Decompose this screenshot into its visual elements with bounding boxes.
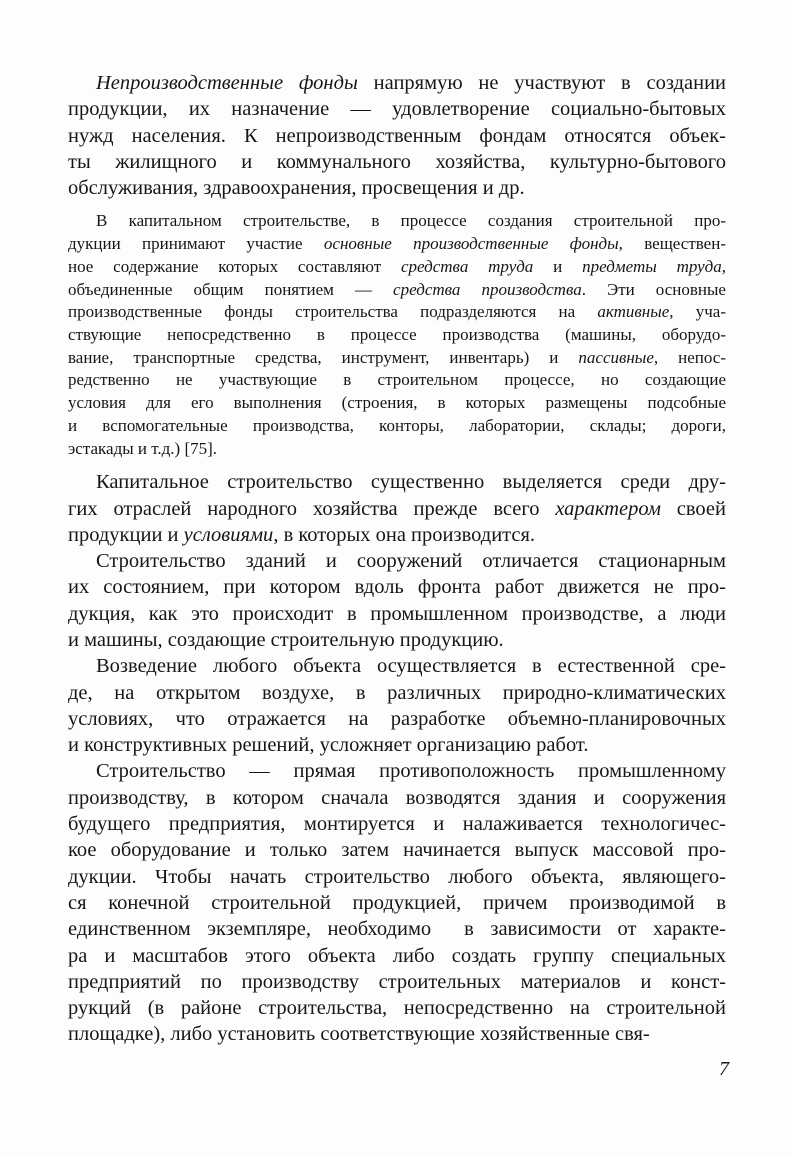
- text-line: [68, 837, 726, 863]
- text-run: ся конечной строительной продукцией, причем производимой в: [68, 891, 726, 914]
- text-run: и конструктивных решений, усложняет организацию работ.: [68, 734, 589, 757]
- text-line: [68, 574, 726, 600]
- text-run: , уча-: [669, 302, 726, 322]
- text-run: дукция, как это происходит в промышленном производстве, а люди: [68, 602, 726, 625]
- text-line: [68, 522, 726, 548]
- text-run: ра и масштабов этого объекта либо создать группу специальных: [68, 944, 726, 967]
- text-line: [68, 627, 726, 653]
- text-line: [68, 301, 726, 324]
- text-line: [68, 256, 726, 279]
- text-line: [68, 210, 726, 233]
- paragraph: [68, 653, 726, 758]
- text-run: Строительство зданий и сооружений отличается стационарным: [96, 550, 726, 573]
- text-run: площадке), либо установить соответствующие хозяйственные свя-: [68, 1023, 650, 1046]
- text-line: [68, 706, 726, 732]
- text-run: дукции принимают участие: [68, 234, 324, 254]
- text-run: эстакады и т.д.) [75].: [68, 438, 218, 458]
- italic-term: условиями: [183, 523, 274, 546]
- text-line: [68, 70, 726, 96]
- italic-term: активные: [597, 302, 670, 322]
- text-run: ты жилищного и коммунального хозяйства, культурно-бытового: [68, 150, 726, 173]
- text-run: обслуживания, здравоохранения, просвещения и др.: [68, 177, 525, 200]
- paragraph: [68, 758, 726, 1047]
- italic-term: предметы труда: [582, 256, 722, 276]
- page-number: 7: [719, 1058, 729, 1080]
- italic-term: пассивные: [578, 347, 654, 367]
- text-run: производству, в котором сначала возводятся здания и сооружения: [68, 786, 726, 809]
- italic-term: средства производства: [393, 279, 582, 299]
- text-line: [68, 369, 726, 392]
- text-run: вание, транспортные средства, инструмент, инвентарь) и: [68, 347, 579, 367]
- text-run: кое оборудование и только затем начинается выпуск массовой про-: [68, 839, 726, 862]
- italic-term: Непроизводственные фонды: [96, 72, 358, 94]
- text-run: условиях, что отражается на разработке объемно-планировочных: [68, 707, 726, 730]
- paragraph: [68, 469, 726, 548]
- text-line: [68, 392, 726, 415]
- text-run: единственном экземпляре, необходимо в зависимости от характе-: [68, 918, 726, 941]
- text-column: [68, 70, 726, 1048]
- text-run: своей: [660, 497, 727, 520]
- text-run: ствующие непосредственно в процессе производства (машины, оборудо-: [68, 325, 726, 344]
- text-run: напрямую не участвуют в создании: [357, 72, 727, 94]
- italic-term: основные производственные фонды: [323, 234, 619, 254]
- text-run: продукции и: [68, 523, 184, 546]
- text-run: ,: [721, 256, 726, 276]
- text-line: [68, 496, 726, 522]
- text-line: [68, 149, 726, 175]
- text-run: условия для его выполнения (строения, в которых размещены подсобные: [68, 393, 726, 413]
- italic-term: средства труда: [400, 256, 534, 276]
- text-line: [68, 279, 726, 302]
- text-run: ное содержание которых составляют: [68, 256, 401, 276]
- text-run: , в которых она производится.: [273, 523, 536, 546]
- italic-term: характером: [555, 497, 661, 520]
- text-line: [68, 916, 726, 942]
- text-line: [68, 347, 726, 370]
- text-line: [68, 1021, 726, 1047]
- text-run: Возведение любого объекта осуществляется в естественной сре-: [96, 655, 726, 678]
- text-line: [68, 175, 726, 201]
- text-run: продукции, их назначение — удовлетворение социально-бытовых: [68, 98, 726, 121]
- text-line: [68, 758, 726, 784]
- paragraph: [68, 70, 726, 201]
- text-line: [68, 324, 726, 347]
- text-run: дукции. Чтобы начать строительство любого объекта, являющего-: [68, 865, 726, 888]
- text-run: , веществен-: [618, 234, 726, 254]
- text-run: де, на открытом воздухе, в различных природно-климатических: [68, 681, 726, 704]
- text-line: [68, 995, 726, 1021]
- text-line: [68, 601, 726, 627]
- text-line: [68, 732, 726, 758]
- text-line: [68, 969, 726, 995]
- text-run: будущего предприятия, монтируется и налаживается технологичес-: [68, 813, 726, 836]
- text-run: и: [533, 256, 583, 276]
- text-line: [68, 415, 726, 438]
- text-run: и вспомогательные производства, конторы, лаборатории, склады; дороги,: [68, 415, 726, 435]
- text-line: [68, 548, 726, 574]
- text-line: [68, 233, 726, 256]
- text-line: [68, 653, 726, 679]
- paragraph: [68, 548, 726, 653]
- text-run: объединенные общим понятием —: [68, 279, 394, 299]
- text-line: [68, 96, 726, 122]
- text-run: и машины, создающие строительную продукцию.: [68, 629, 504, 651]
- text-run: производственные фонды строительства подразделяются на: [68, 302, 598, 322]
- text-run: . Эти основные: [581, 279, 726, 299]
- text-line: [68, 864, 726, 890]
- text-run: Капитальное строительство существенно выделяется среди дру-: [96, 471, 726, 494]
- text-run: Строительство — прямая противоположность промышленному: [96, 760, 726, 783]
- text-run: нужд населения. К непроизводственным фондам относятся объек-: [68, 124, 726, 147]
- text-line: [68, 680, 726, 706]
- text-line: [68, 943, 726, 969]
- text-run: , непос-: [653, 347, 727, 367]
- text-line: [68, 811, 726, 837]
- text-run: предприятий по производству строительных материалов и конст-: [68, 970, 726, 993]
- paragraph: [68, 210, 726, 460]
- text-line: [68, 438, 726, 461]
- text-run: В капитальном строительстве, в процессе создания строительной про-: [96, 211, 726, 231]
- text-line: [68, 785, 726, 811]
- text-run: гих отраслей народного хозяйства прежде всего: [68, 497, 556, 520]
- text-line: [68, 123, 726, 149]
- text-line: [68, 890, 726, 916]
- text-run: их состоянием, при котором вдоль фронта работ движется не про-: [68, 576, 726, 599]
- text-run: редственно не участвующие в строительном процессе, но создающие: [68, 370, 726, 390]
- text-run: рукций (в районе строительства, непосредственно на строительной: [68, 997, 726, 1020]
- text-line: [68, 469, 726, 495]
